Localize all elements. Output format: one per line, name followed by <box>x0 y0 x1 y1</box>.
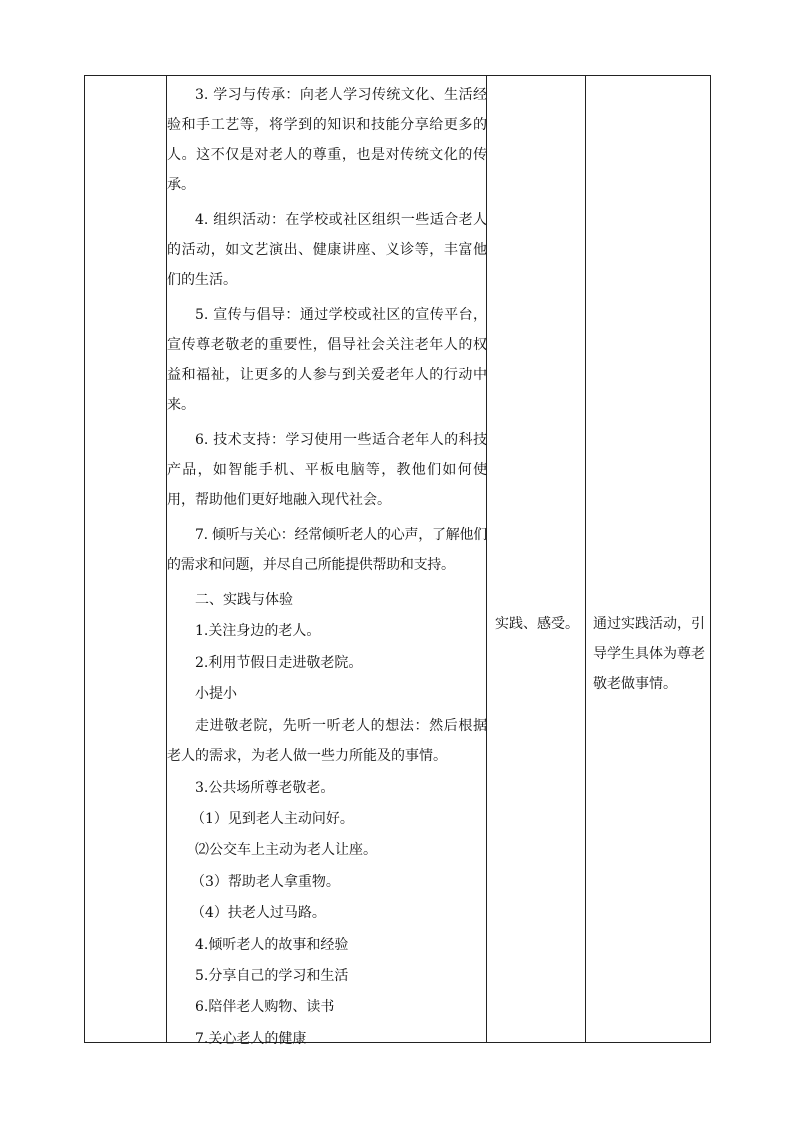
activity-content-cell <box>167 80 487 1055</box>
list-item: 7.关心老人的健康 <box>195 1030 307 1047</box>
list-item: 1.关注身边的老人。 <box>195 623 321 640</box>
list-item: 3.公共场所尊老敬老。 <box>195 779 335 796</box>
list-item: 4.倾听老人的故事和经验 <box>195 936 349 953</box>
sub-list-item: ⑵公交车上主动为老人让座。 <box>195 842 377 859</box>
design-intent-cell: 通过实践活动，引导学生具体为尊老敬老做事情。 <box>593 616 705 692</box>
list-item: 5.分享自己的学习和生活 <box>195 967 349 984</box>
paragraph-organize-activities: 4. 组织活动：在学校或社区组织一些适合老人的活动，如文艺演出、健康讲座、义诊等，丰富他们的生活。 <box>167 212 487 288</box>
sub-list-item: （3）帮助老人拿重物。 <box>191 873 340 890</box>
paragraph-learn-inherit: 3. 学习与传承：向老人学习传统文化、生活经验和手工艺等，将学到的知识和技能分享给更多的人。这不仅是对老人的尊重，也是对传统文化的传承。 <box>167 87 487 193</box>
column-divider-3 <box>585 76 586 1042</box>
list-item: 6.陪伴老人购物、读书 <box>195 999 335 1016</box>
lesson-table <box>84 75 711 1047</box>
list-item: 2.利用节假日走进敬老院。 <box>195 654 363 671</box>
sub-list-item: （4）扶老人过马路。 <box>191 905 326 922</box>
tip-title: 小提小 <box>195 686 237 703</box>
paragraph-promote-advocate: 5. 宣传与倡导：通过学校或社区的宣传平台，宣传尊老敬老的重要性，倡导社会关注老年人的权益和福祉，让更多的人参与到关爱老年人的行动中来。 <box>167 307 487 413</box>
sub-list-item: （1）见到老人主动问好。 <box>191 810 354 827</box>
tip-text: 走进敬老院，先听一听老人的想法：然后根据老人的需求，为老人做一些力所能及的事情。 <box>167 717 487 764</box>
paragraph-listen-care: 7. 倾听与关心：经常倾听老人的心声，了解他们的需求和问题，并尽自己所能提供帮助和支持。 <box>167 527 487 573</box>
paragraph-tech-support: 6. 技术支持：学习使用一些适合老年人的科技产品，如智能手机、平板电脑等，教他们如何使用，帮助他们更好地融入现代社会。 <box>167 432 487 508</box>
method-cell: 实践、感受。 <box>495 616 579 632</box>
section-title: 二、实践与体验 <box>195 592 293 608</box>
